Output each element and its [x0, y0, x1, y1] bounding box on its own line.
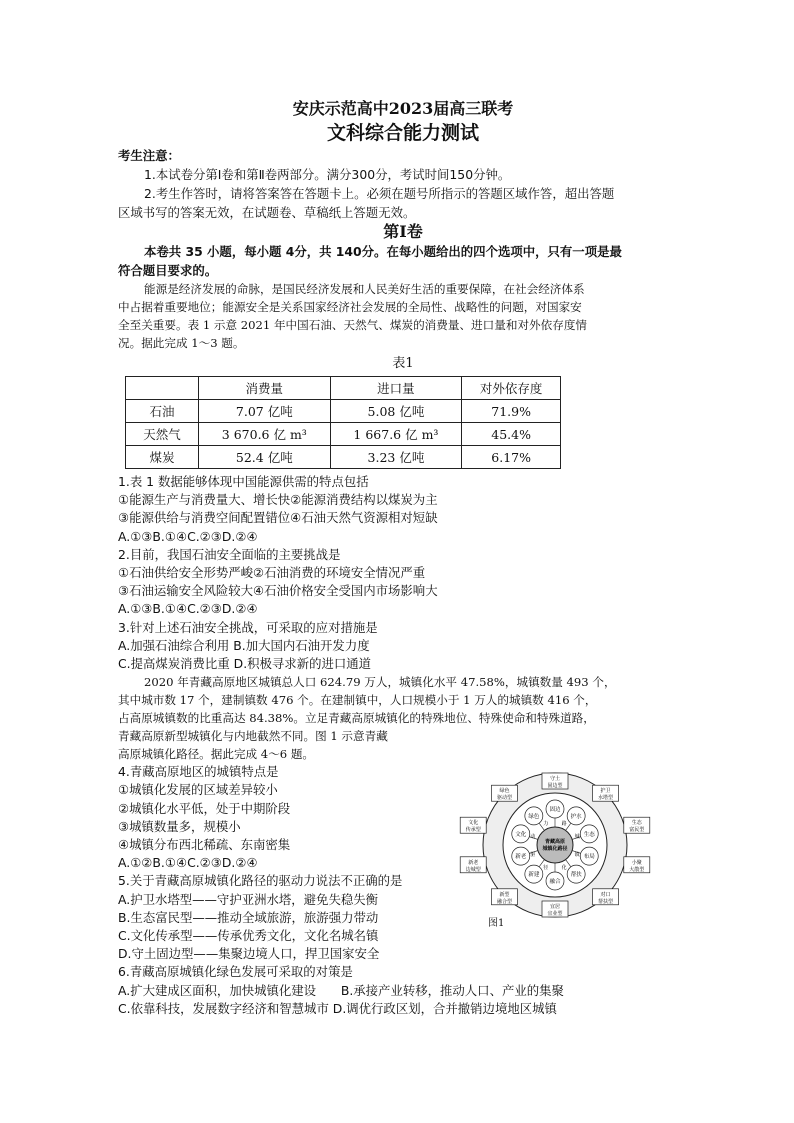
urbanization-path-diagram — [455, 770, 655, 920]
inner-driver-label: 护水 — [570, 813, 582, 820]
table-cell: 5.08 亿吨 — [330, 400, 462, 423]
table-cell: 石油 — [126, 400, 199, 423]
passage2-line-5: 高原城镇化路径。据此完成 4～6 题。 — [118, 747, 315, 762]
table-cell: 3 670.6 亿 m³ — [199, 423, 331, 446]
outer-type-label: 生态 — [631, 820, 642, 827]
q3-stem: 3.针对上述石油安全挑战，可采取的应对措施是 — [118, 619, 378, 635]
notice-item-1: 1.本试卷分第Ⅰ卷和第Ⅱ卷两部分。满分300分，考试时间150分钟。 — [144, 167, 511, 182]
outer-type-label: 融合型 — [496, 898, 512, 905]
table-header-cell: 消费量 — [199, 377, 331, 400]
outer-type-label: 对口 — [600, 891, 611, 898]
figure-caption: 图1 — [488, 918, 505, 929]
passage1-line-3: 全至关重要。表 1 示意 2021 年中国石油、天然气、煤炭的消费量、进口量和对外依存度情 — [118, 318, 588, 332]
q1-stem: 1.表 1 数据能够体现中国能源供需的特点包括 — [118, 474, 369, 489]
notice-item-2-line-2: 区域书写的答案无效，在试题卷、草稿纸上答题无效。 — [118, 205, 416, 220]
outer-type-label: 大散型 — [629, 866, 645, 873]
ring-char-label: 驱 — [530, 852, 536, 859]
outer-type-label: 守土 — [549, 776, 561, 782]
table-cell: 71.9% — [462, 400, 561, 423]
table-cell: 45.4% — [462, 423, 561, 446]
inner-driver-label: 绿色 — [528, 813, 540, 820]
section-intro-line-2: 符合题目要求的。 — [118, 263, 218, 278]
inner-driver-label: 固边 — [549, 807, 561, 813]
q3-options-2: C.提高煤炭消费比重 D.积极寻求新的进口通道 — [118, 656, 372, 672]
outer-type-label: 水塔型 — [598, 795, 614, 802]
notice-heading: 考生注意： — [118, 148, 180, 163]
table-row — [126, 400, 561, 423]
ring-char-label: 路 — [561, 820, 567, 827]
table-header-cell — [126, 377, 199, 400]
q2-options-1: ①石油供给安全形势严峻②石油消费的环境安全情况严重 — [118, 565, 426, 581]
ring-char-label: 径 — [543, 865, 549, 872]
q1-choices: A.①③B.①④C.②③D.②④ — [118, 528, 258, 544]
table-row — [126, 446, 561, 469]
table-cell: 1 667.6 亿 m³ — [330, 423, 462, 446]
q1-options-1: ①能源生产与消费量大、增长快②能源消费结构以煤炭为主 — [118, 492, 438, 508]
passage1-line-2: 中占据着重要地位；能源安全是关系国家经济社会发展的全局性、战略性的问题，对国家安 — [118, 300, 582, 314]
ring-char-label: 化 — [561, 865, 567, 872]
diagram-center-label-1: 青藏高原 — [544, 839, 566, 845]
q1-options-2: ③能源供给与消费空间配置错位④石油天然气资源相对短缺 — [118, 510, 438, 526]
inner-driver-label: 布局 — [583, 854, 595, 861]
passage2-line-2: 其中城市数 17 个，建制镇数 476 个。在建制镇中，人口规模小于 1 万人的城镇数 416 个， — [118, 693, 597, 708]
q6-options-cd: C.依靠科技，发展数字经济和智慧城市 D.调优行政区划，合并撤销边境地区城镇 — [118, 1000, 557, 1016]
table-caption: 表1 — [392, 356, 414, 371]
outer-type-label: 宜居 — [549, 904, 561, 910]
ring-char-label: 城 — [574, 833, 580, 840]
passage1-line-4: 况。据此完成 1～3 题。 — [118, 336, 245, 350]
outer-type-label: 小聚 — [631, 859, 642, 866]
q6-stem: 6.青藏高原城镇化绿色发展可采取的对策是 — [118, 964, 353, 980]
energy-table — [125, 376, 561, 469]
table-header-cell: 进口量 — [330, 377, 462, 400]
notice-item-2-line-1: 2.考生作答时，请将答案答在答题卡上。必须在题号所指示的答题区域作答，超出答题 — [144, 186, 615, 201]
ring-char-label: 力 — [543, 820, 549, 827]
table-cell: 天然气 — [126, 423, 199, 446]
inner-driver-label: 融合 — [549, 879, 561, 885]
q4-stem: 4.青藏高原地区的城镇特点是 — [118, 764, 279, 780]
q6-options-ab: A.扩大建成区面积，加快城镇化建设 B.承接产业转移，推动人口、产业的集聚 — [118, 982, 564, 998]
q5-option-c: C.文化传承型——传承优秀文化，文化名城名镇 — [118, 928, 379, 944]
inner-driver-label: 新老 — [515, 854, 527, 861]
passage2-line-1: 2020 年青藏高原地区城镇总人口 624.79 万人，城镇化水平 47.58%，城镇数量 493 个， — [144, 675, 616, 690]
outer-type-label: 宜业型 — [547, 911, 563, 917]
q5-option-a: A.护卫水塔型——守护亚洲水塔，避免失稳失衡 — [118, 891, 379, 907]
table-cell: 52.4 亿吨 — [199, 446, 331, 469]
table-header-cell: 对外依存度 — [462, 377, 561, 400]
inner-driver-label: 帮扶 — [570, 872, 582, 879]
table-row — [126, 423, 561, 446]
section-title: 第Ⅰ卷 — [383, 222, 423, 241]
outer-type-label: 边城型 — [465, 866, 481, 873]
table-header-row — [126, 377, 561, 400]
passage1-line-1: 能源是经济发展的命脉，是国民经济发展和人民美好生活的重要保障，在社会经济体系 — [144, 282, 585, 296]
table-cell: 3.23 亿吨 — [330, 446, 462, 469]
q5-option-b: B.生态富民型——推动全域旅游，旅游强力带动 — [118, 909, 379, 925]
table-cell: 6.17% — [462, 446, 561, 469]
outer-type-label: 新型 — [499, 891, 510, 898]
inner-driver-label: 生态 — [583, 831, 595, 838]
exam-title: 安庆示范高中2023届高三联考 — [292, 99, 514, 118]
q3-options-1: A.加强石油综合利用 B.加大国内石油开发力度 — [118, 637, 370, 653]
q4-option-1: ①城镇化发展的区域差异较小 — [118, 782, 278, 798]
outer-type-label: 帮扶型 — [598, 898, 614, 905]
outer-type-label: 绿色 — [499, 788, 510, 795]
exam-subtitle: 文科综合能力测试 — [326, 122, 479, 144]
q5-option-d: D.守土固边型——集聚边境人口，捍卫国家安全 — [118, 946, 380, 962]
outer-type-label: 护卫 — [600, 788, 611, 795]
passage2-line-3: 占高原城镇数的比重高达 84.38%。立足青藏高原城镇化的特殊地位、特殊使命和特殊道路， — [118, 711, 595, 726]
q2-options-2: ③石油运输安全风险较大④石油价格安全受国内市场影响大 — [118, 583, 438, 599]
q2-stem: 2.目前，我国石油安全面临的主要挑战是 — [118, 546, 341, 562]
q4-choices: A.①②B.①④C.②③D.②④ — [118, 855, 258, 871]
outer-type-label: 新老 — [468, 859, 479, 866]
ring-char-label: 动 — [530, 833, 536, 840]
q2-choices: A.①③B.①④C.②③D.②④ — [118, 601, 258, 617]
diagram-center-label-2: 城镇化路径 — [542, 846, 568, 852]
table-cell: 煤炭 — [126, 446, 199, 469]
inner-driver-label: 文化 — [515, 831, 527, 838]
outer-type-label: 富民型 — [629, 827, 645, 834]
q4-option-4: ④城镇分布西北稀疏、东南密集 — [118, 837, 291, 853]
outer-type-label: 驱动型 — [496, 795, 512, 802]
outer-type-label: 传承型 — [465, 827, 481, 834]
passage2-line-4: 青藏高原新型城镇化与内地截然不同。图 1 示意青藏 — [118, 729, 388, 744]
table-cell: 7.07 亿吨 — [199, 400, 331, 423]
section-intro-line-1: 本卷共 35 小题，每小题 4分，共 140分。在每小题给出的四个选项中，只有一项是最 — [144, 244, 622, 259]
q5-stem: 5.关于青藏高原城镇化路径的驱动力说法不正确的是 — [118, 873, 403, 889]
q4-option-2: ②城镇化水平低，处于中期阶段 — [118, 800, 291, 816]
q4-option-3: ③城镇数量多，规模小 — [118, 818, 241, 834]
ring-char-label: 镇 — [574, 852, 580, 859]
outer-type-label: 固边型 — [547, 783, 563, 789]
inner-driver-label: 新建 — [528, 872, 540, 879]
outer-type-label: 文化 — [468, 820, 479, 827]
